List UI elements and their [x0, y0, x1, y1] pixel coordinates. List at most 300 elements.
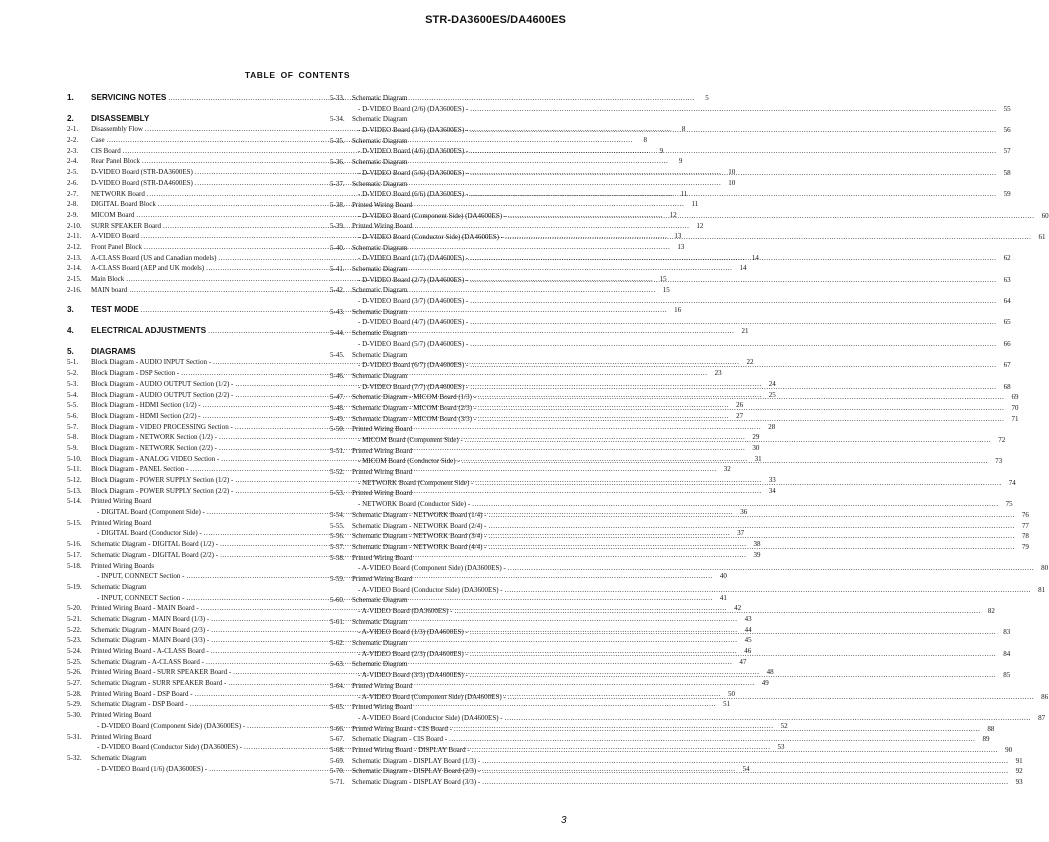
- toc-entry-page: 73: [995, 457, 1003, 466]
- toc-entry-number: 5-48.: [330, 403, 345, 412]
- toc-entry-title: - A-VIDEO Board (Conductor Side) (DA3600ES) -: [358, 585, 503, 594]
- toc-entry-title: Schematic Diagram: [352, 617, 408, 626]
- toc-entry-page: 90: [1005, 745, 1013, 754]
- toc-dot-leader: [470, 360, 996, 371]
- toc-entry-number: 3.: [67, 305, 74, 315]
- toc-entry-number: 2-2.: [67, 136, 79, 145]
- toc-entry-title: Block Diagram - HDMI Section (1/2) -: [91, 401, 201, 410]
- toc-entry-number: 2-13.: [67, 253, 82, 262]
- toc-entry[interactable]: [330, 659, 568, 670]
- toc-entry-number: 5-39.: [330, 222, 345, 231]
- toc-entry-number: 5-53.: [330, 489, 345, 498]
- toc-entry-number: 5-21.: [67, 614, 82, 623]
- toc-entry-page: 83: [1003, 628, 1011, 637]
- toc-entry-title: Schematic Diagram: [352, 243, 408, 252]
- toc-entry[interactable]: [330, 221, 568, 232]
- toc-entry-number: 5-58.: [330, 553, 345, 562]
- toc-entry-title: SURR SPEAKER Board: [91, 221, 162, 230]
- toc-entry-page: 53: [777, 743, 785, 752]
- toc-entry-page: 68: [1003, 382, 1011, 391]
- toc-entry-title: - D-VIDEO Board (Component Side) (DA3600ES) -: [97, 721, 246, 730]
- toc-entry[interactable]: [330, 617, 568, 628]
- toc-entry-title: Schematic Diagram - MAIN Board (1/3) -: [91, 614, 210, 623]
- toc-entry[interactable]: [67, 582, 306, 593]
- toc-entry-page: 82: [987, 607, 995, 615]
- toc-spacer: [67, 337, 306, 347]
- toc-entry-title: Schematic Diagram: [352, 639, 408, 648]
- toc-dot-leader: [454, 606, 980, 617]
- toc-entry-title: CIS Board: [91, 146, 121, 155]
- toc-entry-title: Block Diagram - NETWORK Section (1/2) -: [91, 433, 217, 442]
- toc-dot-leader: [470, 275, 996, 286]
- toc-entry-title: Schematic Diagram: [352, 307, 408, 316]
- toc-entry-page: 26: [736, 401, 744, 410]
- toc-entry-page: 79: [1021, 542, 1029, 551]
- toc-entry[interactable]: [330, 157, 568, 168]
- toc-entry-title: Printed Wiring Board: [352, 446, 413, 455]
- toc-entry-number: 5-29.: [67, 700, 82, 709]
- toc-entry-number: 5-17.: [67, 550, 82, 559]
- toc-entry[interactable]: [330, 681, 568, 692]
- toc-entry-title: Schematic Diagram - MAIN Board (2/3) -: [91, 625, 210, 634]
- toc-entry-number: 5-20.: [67, 604, 82, 613]
- toc-dot-leader: [475, 478, 1001, 489]
- toc-entry-title: - D-VIDEO Board (Conductor Side) (DA3600ES) -: [97, 743, 243, 752]
- toc-entry[interactable]: [330, 521, 1029, 532]
- toc-entry-page: 13: [674, 232, 682, 241]
- toc-entry-number: 5-40.: [330, 243, 345, 252]
- toc-entry-title: - DIGITAL Board (Conductor Side) -: [97, 529, 202, 538]
- toc-entry[interactable]: [330, 136, 568, 147]
- toc-entry-title: Schematic Diagram: [352, 660, 408, 669]
- toc-entry-title: - A-VIDEO Board (DA3600ES) -: [358, 607, 453, 615]
- toc-entry-title: TEST MODE: [91, 305, 139, 315]
- toc-entry-title: - D-VIDEO Board (Component Side) (DA4600ES) -: [358, 211, 507, 220]
- toc-entry-page: 75: [1005, 500, 1013, 509]
- toc-dot-leader: [478, 403, 1004, 414]
- toc-entry-number: 5-32.: [67, 753, 82, 762]
- toc-entry-title: Printed Wiring Board - DISPLAY Board -: [352, 745, 470, 754]
- toc-entry-page: 49: [761, 679, 769, 688]
- toc-dot-leader: [489, 531, 1015, 542]
- toc-entry-page: 92: [1015, 767, 1023, 776]
- toc-entry-page: 15: [659, 275, 667, 283]
- toc-entry[interactable]: [330, 446, 568, 457]
- toc-dot-leader: [505, 232, 1031, 243]
- toc-entry-title: Schematic Diagram: [91, 753, 147, 762]
- toc-entry[interactable]: [330, 179, 568, 190]
- toc-dot-leader: [489, 542, 1015, 553]
- toc-entry-page: 16: [674, 306, 682, 315]
- toc-entry-title: Printed Wiring Board - SURR SPEAKER Board -: [91, 668, 232, 677]
- toc-entry-number: 5.: [67, 346, 74, 356]
- toc-entry-title: Schematic Diagram - MICOM Board (3/3) -: [352, 414, 477, 423]
- toc-dot-leader: [505, 585, 1031, 596]
- toc-entry-page: 78: [1021, 532, 1029, 541]
- toc-spacer: [67, 104, 306, 114]
- toc-entry-page: 32: [723, 465, 731, 474]
- toc-entry[interactable]: [67, 753, 306, 764]
- toc-entry-number: 2-14.: [67, 264, 82, 273]
- toc-entry-number: 5-36.: [330, 158, 345, 167]
- toc-entry-number: 5-35.: [330, 136, 345, 145]
- toc-entry-page: 10: [728, 178, 736, 187]
- toc-entry[interactable]: [330, 595, 568, 606]
- toc-entry-page: 59: [1003, 190, 1011, 199]
- toc-entry-title: NETWORK Board: [91, 189, 145, 198]
- toc-entry[interactable]: [330, 350, 568, 361]
- toc-dot-leader: [482, 756, 1008, 767]
- toc-dot-leader: [470, 670, 996, 681]
- toc-dot-leader: [508, 563, 1034, 574]
- toc-entry-title: - A-VIDEO Board (3/3) (DA4600ES) -: [358, 671, 468, 680]
- toc-entry-title: Block Diagram - VIDEO PROCESSING Section -: [91, 422, 233, 431]
- toc-dot-leader: [470, 168, 996, 179]
- toc-entry-number: 2-8.: [67, 200, 79, 209]
- toc-entry-title: Schematic Diagram: [352, 371, 408, 380]
- toc-entry-title: Block Diagram - ANALOG VIDEO Section -: [91, 454, 220, 463]
- toc-entry-page: 88: [987, 724, 995, 733]
- toc-entry[interactable]: [67, 732, 306, 743]
- toc-entry-number: 5-47.: [330, 393, 345, 402]
- toc-dot-leader: [470, 104, 996, 115]
- toc-dot-leader: [482, 766, 1008, 777]
- toc-entry-title: Block Diagram - POWER SUPPLY Section (2/2) -: [91, 486, 234, 495]
- toc-entry-number: 2-16.: [67, 285, 82, 294]
- toc-entry[interactable]: [330, 777, 1023, 788]
- toc-title: TABLE OF CONTENTS: [244, 70, 351, 80]
- toc-entry-number: 5-11.: [67, 465, 82, 474]
- toc-entry-page: 28: [768, 422, 776, 431]
- toc-entry-number: 5-6.: [67, 411, 79, 420]
- toc-entry-page: 66: [1003, 339, 1011, 348]
- toc-entry[interactable]: [330, 488, 568, 499]
- toc-entry[interactable]: [67, 496, 306, 507]
- toc-entry-number: 2-15.: [67, 275, 82, 283]
- toc-entry-title: - DIGITAL Board (Component Side) -: [97, 508, 205, 517]
- toc-entry-title: A-VIDEO Board: [91, 232, 140, 241]
- toc-entry-page: 74: [1008, 478, 1016, 487]
- toc-entry-title: Block Diagram - AUDIO INPUT Section -: [91, 358, 212, 367]
- toc-entry-title: Printed Wiring Board: [352, 703, 413, 712]
- toc-entry-title: - NETWORK Board (Component Side) -: [358, 478, 474, 487]
- toc-entry-title: Schematic Diagram - MICOM Board (1/3) -: [352, 393, 477, 402]
- toc-dot-leader: [489, 510, 1015, 521]
- toc-entry-page: 70: [1011, 403, 1019, 412]
- toc-entry-title: - D-VIDEO Board (5/6) (DA3600ES) -: [358, 168, 469, 177]
- toc-entry-title: - D-VIDEO Board (6/7) (DA4600ES) -: [358, 361, 469, 370]
- toc-entry-page: 8: [681, 125, 686, 134]
- toc-entry[interactable]: [330, 264, 568, 275]
- toc-entry-number: 5-51.: [330, 446, 345, 455]
- toc-section-heading[interactable]: [67, 347, 306, 358]
- toc-entry-title: A-CLASS Board (AEP and UK models): [91, 264, 205, 273]
- toc-entry-page: 10: [728, 168, 736, 177]
- toc-entry-number: 5-68.: [330, 745, 345, 754]
- toc-entry-number: 5-46.: [330, 371, 345, 380]
- toc-entry-page: 8: [643, 136, 648, 145]
- toc-entry-number: 2-6.: [67, 178, 79, 187]
- toc-entry-page: 5: [705, 94, 709, 102]
- toc-entry-number: 5-7.: [67, 422, 79, 431]
- toc-entry[interactable]: [330, 114, 568, 125]
- toc-entry-title: Printed Wiring Board: [352, 489, 413, 498]
- toc-entry-number: 5-49.: [330, 414, 345, 423]
- toc-entry-number: 5-64.: [330, 681, 345, 690]
- toc-entry-title: Schematic Diagram: [352, 158, 408, 167]
- toc-entry-title: - D-VIDEO Board (3/7) (DA4600ES) -: [358, 297, 469, 306]
- toc-spacer: [67, 295, 306, 305]
- toc-entry-number: 5-71.: [330, 778, 345, 786]
- toc-dot-leader: [470, 296, 996, 307]
- toc-entry-number: 5-56.: [330, 532, 345, 541]
- toc-entry[interactable]: [330, 553, 568, 564]
- toc-entry-page: 67: [1003, 361, 1011, 370]
- toc-entry-number: 2-12.: [67, 242, 82, 251]
- toc-entry-title: Block Diagram - AUDIO OUTPUT Section (2/2) -: [91, 390, 234, 399]
- toc-entry-number: 5-60.: [330, 596, 345, 605]
- toc-entry-page: 33: [768, 476, 776, 484]
- toc-entry-title: Printed Wiring Board - A-CLASS Board -: [91, 647, 209, 655]
- toc-entry-number: 5-19.: [67, 582, 82, 591]
- toc-entry-page: 84: [1003, 649, 1011, 658]
- toc-entry-title: Printed Wiring Board: [91, 732, 152, 741]
- toc-entry-title: Schematic Diagram: [352, 179, 408, 188]
- toc-entry-page: 25: [768, 390, 776, 399]
- toc-entry-continuation[interactable]: [330, 563, 1049, 574]
- toc-entry[interactable]: [330, 638, 568, 649]
- toc-entry-number: 2-1.: [67, 125, 79, 134]
- toc-entry-page: 85: [1003, 671, 1011, 680]
- toc-entry-number: 5-30.: [67, 711, 82, 720]
- document-model-header: STR-DA3600ES/DA4600ES: [425, 14, 566, 26]
- toc-entry-page: 60: [1041, 211, 1049, 220]
- toc-entry-page: 69: [1011, 393, 1019, 402]
- toc-entry-page: 30: [752, 443, 760, 452]
- toc-entry-title: Printed Wiring Board: [91, 497, 152, 506]
- toc-entry-title: - A-VIDEO Board (Conductor Side) (DA4600ES) -: [358, 713, 503, 722]
- toc-entry-title: Schematic Diagram: [91, 582, 147, 591]
- toc-entry-title: - D-VIDEO Board (1/7) (DA4600ES) -: [358, 254, 469, 263]
- toc-entry-page: 41: [719, 593, 727, 602]
- toc-entry-page: 15: [662, 285, 670, 294]
- toc-entry-title: Schematic Diagram: [352, 350, 408, 359]
- toc-entry-title: Main Block: [91, 275, 125, 283]
- toc-entry-continuation[interactable]: [330, 146, 1011, 157]
- toc-dot-leader: [449, 734, 975, 745]
- toc-entry-page: 54: [742, 764, 750, 773]
- toc-entry-number: 5-37.: [330, 179, 345, 188]
- toc-entry-title: - D-VIDEO Board (3/6) (DA3600ES) -: [358, 126, 469, 135]
- toc-entry-title: Disassembly Flow: [91, 125, 143, 134]
- toc-entry-page: 51: [723, 700, 731, 709]
- page-number: 3: [561, 815, 567, 826]
- toc-entry-page: 14: [739, 264, 747, 273]
- toc-entry-title: SERVICING NOTES: [91, 93, 167, 102]
- toc-dot-leader: [465, 435, 991, 446]
- toc-entry[interactable]: [67, 561, 306, 572]
- toc-entry-title: - D-VIDEO Board (Conductor Side) (DA4600ES) -: [358, 232, 504, 241]
- toc-dot-leader: [470, 317, 996, 328]
- toc-entry[interactable]: [330, 467, 568, 478]
- toc-entry-title: - A-VIDEO Board (Component Side) (DA4600ES) -: [358, 692, 506, 701]
- toc-entry-number: 5-44.: [330, 329, 345, 338]
- toc-entry-page: 80: [1041, 564, 1049, 573]
- toc-entry-number: 5-9.: [67, 443, 79, 452]
- toc-entry-title: Printed Wiring Board: [352, 468, 413, 477]
- toc-entry-number: 5-65.: [330, 703, 345, 712]
- toc-entry-title: - D-VIDEO Board (5/7) (DA4600ES) -: [358, 339, 469, 348]
- toc-entry-continuation[interactable]: [330, 339, 1011, 350]
- toc-entry-title: MICOM Board: [91, 210, 135, 219]
- toc-entry-title: Schematic Diagram - DISPLAY Board (2/3) -: [352, 767, 481, 776]
- toc-entry-page: 64: [1003, 297, 1011, 306]
- toc-entry-title: Schematic Diagram - DIGITAL Board (2/2) -: [91, 550, 219, 559]
- toc-entry-number: 2-5.: [67, 168, 79, 177]
- toc-entry-number: 5-50.: [330, 425, 345, 434]
- toc-entry-title: Schematic Diagram: [352, 596, 408, 605]
- toc-entry-title: Printed Wiring Boards: [91, 561, 154, 570]
- toc-entry-number: 5-62.: [330, 639, 345, 648]
- toc-entry-title: Schematic Diagram: [352, 265, 408, 273]
- toc-entry[interactable]: [330, 285, 568, 296]
- toc-entry[interactable]: [330, 371, 568, 382]
- toc-entry[interactable]: [330, 200, 568, 211]
- toc-entry-title: Printed Wiring Board: [91, 518, 152, 527]
- toc-dot-leader: [482, 777, 1008, 788]
- toc-entry-number: 5-52.: [330, 468, 345, 477]
- toc-entry-title: Printed Wiring Board: [352, 681, 413, 690]
- toc-entry-number: 5-8.: [67, 433, 79, 442]
- toc-entry-page: 27: [736, 411, 744, 420]
- toc-entry-page: 50: [728, 689, 736, 698]
- toc-entry-page: 76: [1021, 510, 1029, 519]
- toc-entry-page: 9: [678, 157, 683, 166]
- toc-entry-title: Front Panel Block: [91, 242, 142, 251]
- toc-entry-title: Block Diagram - NETWORK Section (2/2) -: [91, 443, 217, 452]
- toc-entry-page: 14: [751, 253, 759, 262]
- toc-entry-page: 93: [1015, 778, 1023, 786]
- toc-entry-page: 71: [1011, 414, 1019, 423]
- toc-entry-number: 5-3.: [67, 379, 79, 388]
- toc-entry-number: 5-5.: [67, 401, 79, 410]
- toc-dot-leader: [472, 499, 998, 510]
- toc-entry-page: 46: [744, 647, 752, 655]
- toc-entry-number: 5-33.: [330, 94, 345, 102]
- toc-entry[interactable]: [330, 756, 1023, 767]
- toc-entry-continuation[interactable]: [330, 713, 1046, 724]
- toc-entry-page: 9: [659, 146, 664, 155]
- toc-entry-number: 2-3.: [67, 146, 79, 155]
- toc-entry-number: 4.: [67, 326, 74, 336]
- toc-entry[interactable]: [67, 710, 306, 721]
- toc-entry-title: MAIN board: [91, 285, 128, 294]
- toc-entry[interactable]: [330, 243, 568, 254]
- toc-entry-number: 5-41.: [330, 265, 345, 273]
- toc-entry-title: Schematic Diagram: [352, 286, 408, 295]
- toc-entry[interactable]: [330, 424, 568, 435]
- toc-entry-continuation[interactable]: [330, 104, 1011, 115]
- toc-dot-leader: [489, 521, 1015, 532]
- toc-entry-title: Printed Wiring Board: [352, 425, 413, 434]
- toc-entry-number: 5-25.: [67, 657, 82, 666]
- toc-entry-number: 5-43.: [330, 307, 345, 316]
- toc-entry-page: 29: [752, 433, 760, 442]
- toc-entry-number: 2-9.: [67, 210, 79, 219]
- toc-entry-page: 58: [1003, 168, 1011, 177]
- toc-entry-continuation[interactable]: [330, 499, 1013, 510]
- toc-entry[interactable]: [330, 574, 568, 585]
- toc-entry-title: Printed Wiring Board: [352, 574, 413, 583]
- toc-entry-page: 52: [780, 721, 788, 730]
- toc-entry-number: 5-34.: [330, 115, 345, 124]
- toc-entry-number: 5-23.: [67, 636, 82, 645]
- toc-dot-leader: [470, 189, 996, 200]
- toc-entry-title: - MICOM Board (Conductor Side) -: [358, 457, 460, 466]
- toc-dot-leader: [478, 392, 1004, 403]
- toc-entry-page: 12: [696, 221, 704, 230]
- toc-entry-continuation[interactable]: [330, 296, 1011, 307]
- toc-entry-continuation[interactable]: [330, 649, 1011, 660]
- toc-dot-leader: [470, 146, 996, 157]
- toc-entry-number: 5-12.: [67, 476, 82, 484]
- toc-entry[interactable]: [330, 93, 568, 104]
- toc-entry-title: - INPUT, CONNECT Section -: [97, 572, 185, 581]
- toc-entry-title: - INPUT, CONNECT Section -: [97, 593, 185, 602]
- toc-dot-leader: [505, 713, 1031, 724]
- toc-entry[interactable]: [67, 518, 306, 529]
- toc-entry-title: Printed Wiring Board - DSP Board -: [91, 689, 193, 698]
- toc-entry-continuation[interactable]: [330, 125, 1011, 136]
- toc-entry-title: - A-VIDEO Board (2/3) (DA4600ES) -: [358, 649, 468, 658]
- toc-entry-title: Schematic Diagram: [352, 329, 408, 338]
- toc-entry[interactable]: [330, 702, 568, 713]
- toc-entry-page: 65: [1003, 318, 1011, 327]
- toc-dot-leader: [472, 745, 998, 756]
- toc-entry-title: Schematic Diagram - DIGITAL Board (1/2) -: [91, 540, 219, 549]
- toc-entry-title: DISASSEMBLY: [91, 113, 150, 123]
- toc-entry-page: 72: [998, 436, 1006, 444]
- toc-entry-page: 31: [754, 454, 762, 463]
- toc-entry-page: 87: [1038, 713, 1046, 722]
- toc-entry-number: 5-67.: [330, 735, 345, 744]
- toc-entry-title: Printed Wiring Board: [91, 711, 152, 720]
- toc-entry-number: 5-42.: [330, 286, 345, 295]
- toc-section-heading[interactable]: [67, 114, 306, 125]
- toc-entry-page: 77: [1021, 521, 1029, 530]
- toc-entry-page: 43: [744, 614, 752, 623]
- toc-entry-page: 61: [1038, 232, 1046, 241]
- toc-entry-page: 13: [677, 242, 685, 251]
- toc-entry[interactable]: [330, 328, 568, 339]
- toc-entry-number: 2-7.: [67, 189, 79, 198]
- toc-entry-page: 44: [744, 625, 752, 634]
- toc-entry-title: A-CLASS Board (US and Canadian models): [91, 253, 217, 262]
- toc-entry-title: Printed Wiring Board - MAIN Board -: [91, 604, 199, 613]
- toc-entry[interactable]: [330, 734, 990, 745]
- toc-entry-number: 2-10.: [67, 221, 82, 230]
- toc-entry[interactable]: [330, 307, 568, 318]
- toc-entry-continuation[interactable]: [330, 317, 1011, 328]
- toc-entry-title: Printed Wiring Board: [352, 553, 413, 562]
- toc-entry-page: 21: [741, 327, 749, 336]
- toc-entry-number: 2-4.: [67, 157, 79, 166]
- toc-entry-title: Printed Wiring Board: [352, 200, 413, 209]
- toc-entry-title: Schematic Diagram: [352, 94, 408, 102]
- toc-entry-continuation[interactable]: [330, 585, 1046, 596]
- toc-entry-title: DIGITAL Board Block: [91, 200, 156, 209]
- toc-entry-number: 5-24.: [67, 647, 82, 655]
